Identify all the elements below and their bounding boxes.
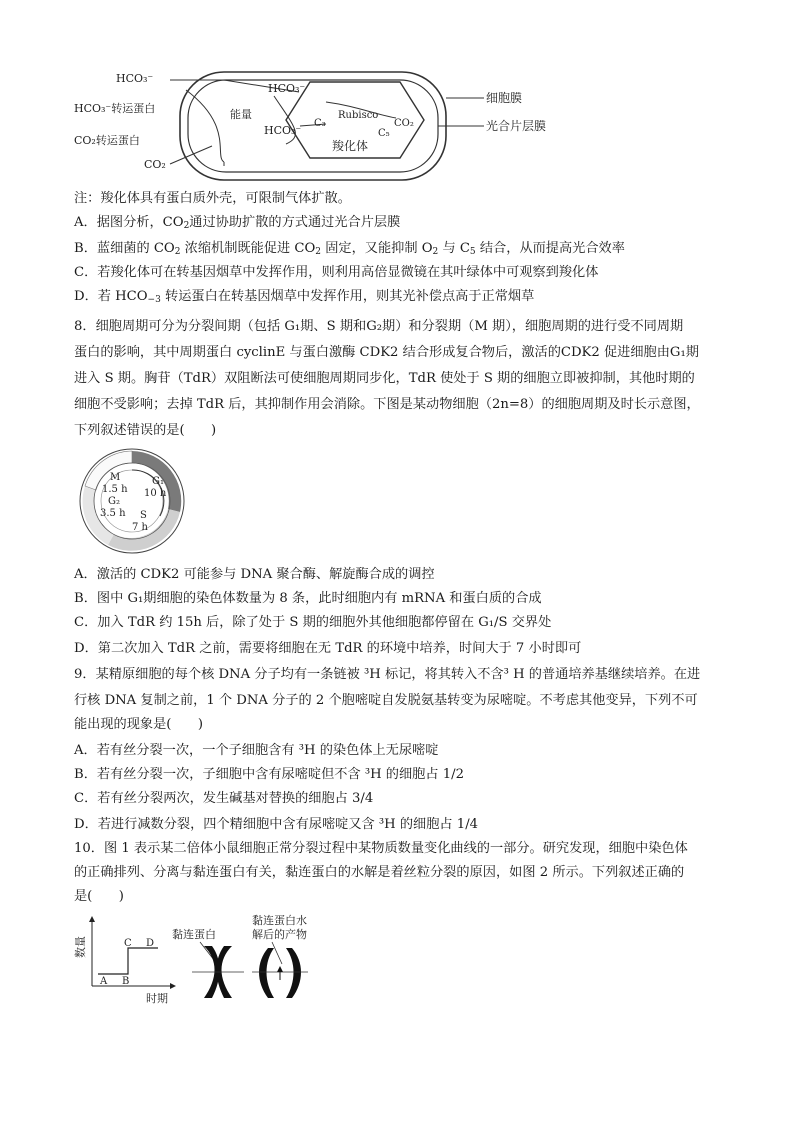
q8-stem-2: 蛋白的影响，其中周期蛋白 cyclinE 与蛋白激酶 CDK2 结合形成复合物后，激活的CDK2 促进细胞由G₁期 <box>74 345 699 360</box>
label-thylakoid: 光合片层膜 <box>486 119 547 133</box>
label-co2-transporter: CO₂转运蛋白 <box>74 134 140 147</box>
q8-stem-3: 进入 S 期。胸苷（TdR）双阻断法可使细胞周期同步化，TdR 使处于 S 期的细胞立即被抑制，其他时期的 <box>74 371 695 386</box>
label-rubisco: Rubisco <box>338 110 379 121</box>
q10-stem-3: 是( ) <box>74 889 124 904</box>
q9-option-b: B．若有丝分裂一次，子细胞中含有尿嘧啶但不含 ³H 的细胞占 1/2 <box>74 767 464 782</box>
q8-option-d: D．第二次加入 TdR 之前，需要将细胞在无 TdR 的环境中培养，时间大于 7 小时即可 <box>74 641 582 656</box>
label-g2: G₂ <box>108 496 120 507</box>
label-co2-outside: CO₂ <box>144 158 166 171</box>
q9-stem-1: 9．某精原细胞的每个核 DNA 分子均有一条链被 ³H 标记，将其转入不含³ H 的普通培养基继续培养。在进 <box>74 667 701 682</box>
q9-option-a: A．若有丝分裂一次，一个子细胞含有 ³H 的染色体上无尿嘧啶 <box>74 743 439 758</box>
label-m: M <box>110 472 121 483</box>
q7-note: 注：羧化体具有蛋白质外壳，可限制气体扩散。 <box>74 191 351 206</box>
fig10-xlabel: 时期 <box>146 992 168 1005</box>
q8-stem-1: 8．细胞周期可分为分裂间期（包括 G₁期、S 期和G₂期）和分裂期（M 期），细胞周期的进行受不同周期 <box>74 319 684 334</box>
label-co2-inner: CO₂ <box>394 118 414 129</box>
q9-option-d: D．若进行减数分裂，四个精细胞中含有尿嘧啶又含 ³H 的细胞占 1/4 <box>74 817 479 832</box>
fig10-point-c: C <box>124 938 132 949</box>
label-hco3-inner: HCO₃⁻ <box>264 124 302 137</box>
fig10-point-a: A <box>100 976 108 987</box>
cell-cycle-diagram <box>72 446 192 556</box>
q10-stem-2: 的正确排列、分离与黏连蛋白有关，黏连蛋白的水解是着丝粒分裂的原因，如图 2 所示。下列叙述正确的 <box>74 865 685 880</box>
q7-option-a: A．据图分析，$CO_2$通过协助扩散的方式通过光合片层膜 <box>74 215 401 231</box>
label-m-time: 1.5 h <box>102 484 128 495</box>
fig10-point-b: B <box>122 976 130 987</box>
q9-stem-3: 能出现的现象是( ) <box>74 717 203 732</box>
q10-figures <box>72 912 332 1008</box>
label-energy: 能量 <box>230 108 252 121</box>
fig10-cohesin-label: 黏连蛋白 <box>172 928 216 941</box>
fig10-point-d: D <box>146 938 155 949</box>
q7-option-c: C．若羧化体可在转基因烟草中发挥作用，则利用高倍显微镜在其叶绿体中可观察到羧化体 <box>74 265 599 280</box>
label-s-time: 7 h <box>132 522 148 533</box>
q9-stem-2: 行核 DNA 复制之前，1 个 DNA 分子的 2 个胞嘧啶自发脱氨基转变为尿嘧啶。不考虑其他变异，下列不可 <box>74 693 698 708</box>
q10-stem-1: 10．图 1 表示某二倍体小鼠细胞正常分裂过程中某物质数量变化曲线的一部分。研究发现，细胞中染色体 <box>74 841 688 856</box>
fig10-product-label-1: 黏连蛋白水 <box>252 914 307 927</box>
label-carboxysome: 羧化体 <box>332 139 369 153</box>
carboxysome-diagram <box>74 66 554 186</box>
label-cell-membrane: 细胞膜 <box>486 91 523 105</box>
label-hco3-outside: HCO₃⁻ <box>116 72 154 85</box>
label-hco3-cytoplasm: HCO₃⁻ <box>268 82 306 95</box>
q8-option-a: A．激活的 CDK2 可能参与 DNA 聚合酶、解旋酶合成的调控 <box>74 567 435 582</box>
label-c3: C₃ <box>314 118 326 129</box>
q8-option-b: B．图中 G₁期细胞的染色体数量为 8 条，此时细胞内有 mRNA 和蛋白质的合成 <box>74 591 542 606</box>
q8-option-c: C．加入 TdR 约 15h 后，除了处于 S 期的细胞外其他细胞都停留在 G₁/S 交界处 <box>74 615 552 630</box>
label-g1: G₁ <box>152 476 164 487</box>
fig10-ylabel: 数量 <box>74 936 87 958</box>
label-s: S <box>140 510 147 521</box>
q9-option-c: C．若有丝分裂两次，发生碱基对替换的细胞占 3/4 <box>74 791 374 806</box>
label-g1-time: 10 h <box>144 488 167 499</box>
fig10-product-label-2: 解后的产物 <box>252 928 307 941</box>
q7-option-b: B．蓝细菌的 $CO_2$ 浓缩机制既能促进 $CO_2$ 固定，又能抑制 $O_2$ 与 $C_5$ 结合，从而提高光合效率 <box>74 241 625 257</box>
label-c5: C₅ <box>378 128 390 139</box>
label-hco3-transporter: HCO₃⁻转运蛋白 <box>74 102 156 115</box>
q7-option-d: D．若 $HCO_{-3}$ 转运蛋白在转基因烟草中发挥作用，则其光补偿点高于正常烟草 <box>74 289 535 305</box>
label-g2-time: 3.5 h <box>100 508 126 519</box>
q8-stem-5: 下列叙述错误的是( ) <box>74 423 217 438</box>
q8-stem-4: 细胞不受影响；去掉 TdR 后，其抑制作用会消除。下图是某动物细胞（2n=8）的细胞周期及时长示意图， <box>74 397 700 412</box>
